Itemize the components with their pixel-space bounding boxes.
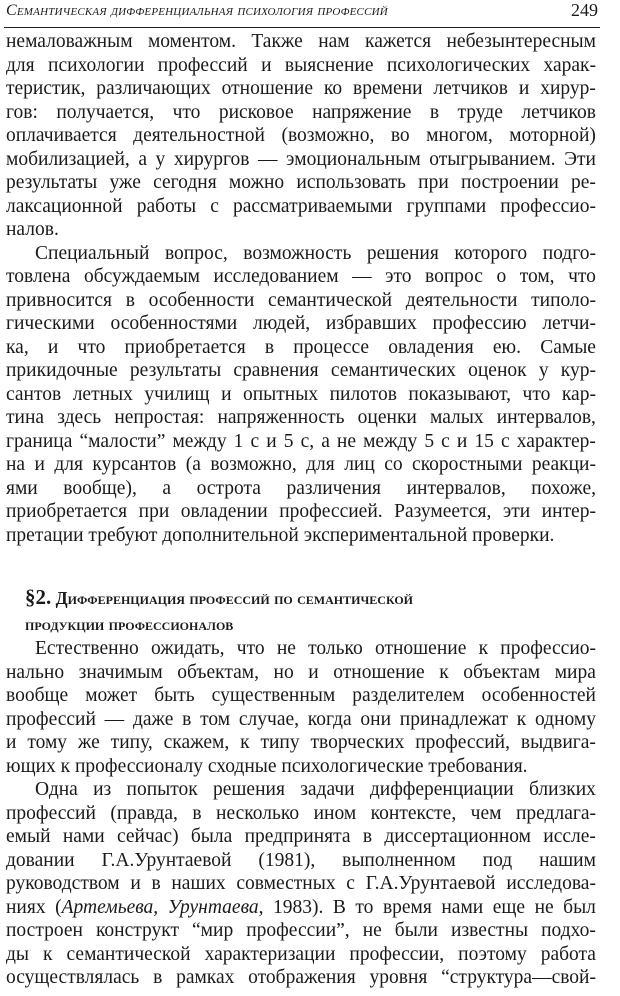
text-line: ды к семантической характеризации профессии, поэтому работа [6,943,596,965]
body-text [6,30,596,990]
text-line: ниях (Артемьева, Урунтаева, 1983). В то время нами еще не был [6,896,596,918]
text-line: товлена обсуждаемым исследованием — это вопрос о том, что [6,266,596,287]
text-line: довании Г.А.Урунтаевой (1981), выполненном под нашим [6,849,596,871]
text-line: теристик, различающих отношение ко времени летчиков и хирур- [6,78,596,99]
text-line: граница “малости” между 1 с и 5 с, а не между 5 с и 15 с характер- [6,430,596,452]
text-line: прикидочные результаты сравнения семантических оценок у кур- [6,360,596,381]
text-line: привносится в особенности семантической деятельности типоло- [6,289,596,311]
text-line: и тому же типу, скажем, к типу творческих профессий, выдвига- [6,732,596,753]
text-line: построен конструкт “мир профессии”, не были известны подхо- [6,920,596,941]
page-number: 249 [571,0,598,20]
text-line: ями вообще), а острота различения интервалов, похоже, [6,477,596,499]
running-head: Семантическая дифференциальная психология профессий [6,2,388,19]
text-line: вообще может быть существенным разделителем особенностей [6,685,596,706]
section-number: §2. [25,585,52,609]
text-line: емый нами сейчас) была предпринята в диссертационном иссле- [6,826,596,847]
text-line: на и для курсантов (а возможно, для лиц со скоростными реакци- [6,454,596,475]
section-title-line-1: Дифференциация профессий по семантической [55,588,414,608]
text-line: тина здесь непростая: напряженность оценки малых интервалов, [6,407,596,428]
section-heading [6,584,596,611]
text-line: профессий — даже в том случае, когда они принадлежат к одному [6,708,596,730]
text-line: Естественно ожидать, что не только отношение к профессио- [35,638,596,659]
text-line: претации требуют дополнительной экспериментальной проверки. [6,524,555,546]
text-line: нально значимым объектам, но и отношение к объектам мира [6,661,596,683]
section-heading [6,611,596,637]
text-line: мобилизацией, а у хирургов — эмоциональным отыгрыванием. Эти [6,148,596,170]
text-line: ющих к профессионалу сходные психологические требования. [6,755,528,777]
header-rule [4,27,600,28]
section-spacer [6,547,596,584]
text-line: ка, и что приобретается в процессе овладения ею. Самые [6,336,596,358]
text-line: Одна из попыток решения задачи дифференциации близких [35,779,596,800]
text-line: сантов летных училищ и опытных пилотов показывают, что кар- [6,383,596,405]
text-line: гов: получается, что рисковое напряжение в труде летчиков [6,101,596,123]
text-line: оплачивается деятельностной (возможно, во многом, моторной) [6,125,596,146]
text-line: лаксационной работы с рассматриваемыми группами профессио- [6,195,596,217]
text-line: Специальный вопрос, возможность решения которого подго- [35,242,596,264]
section-title-line-2: продукции профессионалов [25,614,234,634]
text-line: гическими особенностями людей, избравших профессию летчи- [6,313,596,334]
text-line: налов. [6,219,59,240]
text-line: профессий (правда, в несколько ином контексте, чем предлага- [6,802,596,824]
text-line: осуществлялась в рамках отображения уровня “структура—свой- [6,967,596,988]
text-line: приобретается при овладении профессией. Разумеется, эти интер- [6,501,596,522]
text-line: результаты уже сегодня можно использовать при построении ре- [6,172,596,193]
text-line: немаловажным моментом. Также нам кажется небезынтересным [6,31,596,52]
text-line: руководством и в наших совместных с Г.А.Урунтаевой исследова- [6,873,596,894]
text-line: для психологии профессий и выяснение психологических харак- [6,54,596,76]
